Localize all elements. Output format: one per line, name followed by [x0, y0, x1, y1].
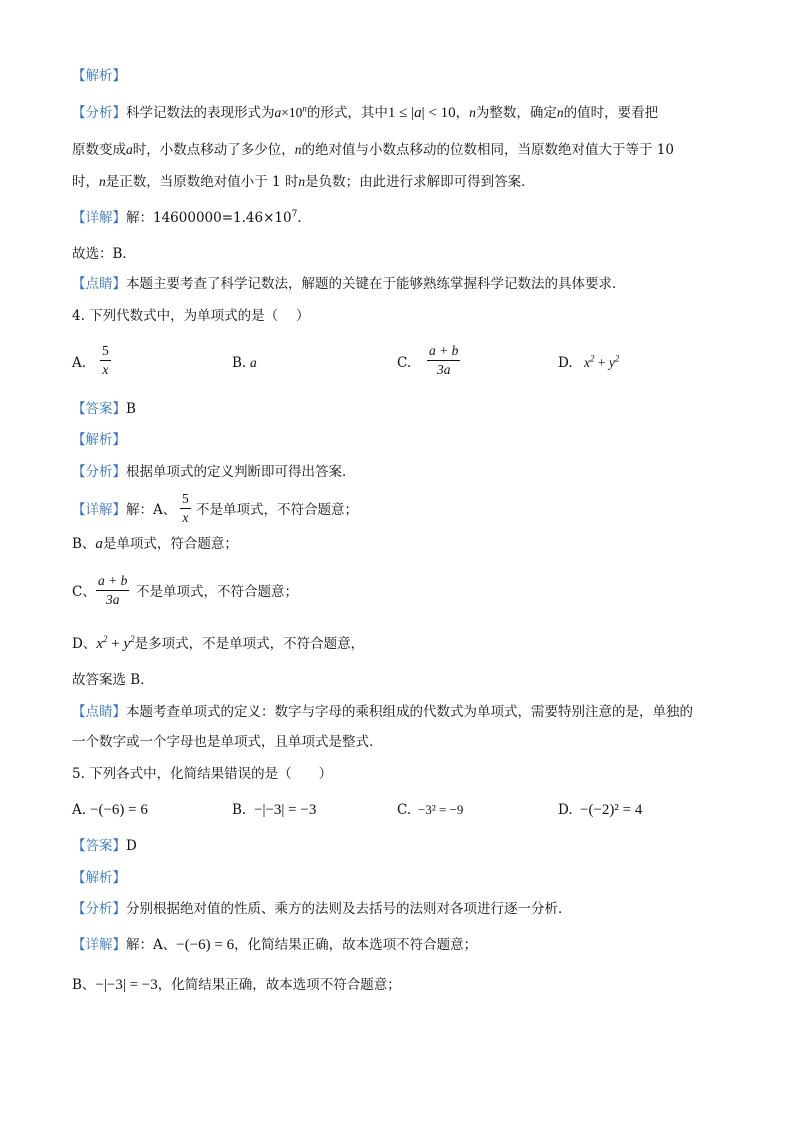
q5-answer: 【答案】D: [72, 838, 137, 854]
q4-option-b-label: B.: [232, 355, 247, 371]
q4-dianjing-1: 【点睛】本题考查单项式的定义：数字与字母的乘积组成的代数式为单项式，需要特别注意的是，单独的: [72, 704, 693, 720]
q5-option-a-expr: −(−6) = 6: [90, 802, 148, 818]
fenxi-tag: 【分析】: [72, 105, 126, 121]
q4-stem: 4. 下列代数式中，为单项式的是（ ）: [72, 308, 310, 324]
q5-stem: 5. 下列各式中，化简结果错误的是（ ）: [72, 766, 333, 782]
q5-analysis-tag: 【解析】: [72, 870, 126, 886]
q3-dianjing: 【点睛】本题主要考查了科学记数法，解题的关键在于能够熟练掌握科学记数法的具体要求．: [72, 276, 626, 292]
q5-option-d-expr: −(−2)² = 4: [580, 802, 643, 818]
q4-fenxi: 【分析】根据单项式的定义判断即可得出答案．: [72, 464, 356, 480]
analysis-tag: 【解析】: [72, 68, 126, 84]
q4-xiangjie-frac: $\frac{5}{x}$: [182, 491, 189, 525]
q4-option-d-label: D.: [558, 355, 573, 371]
q3-fenxi-line1: 【分析】科学记数法的表现形式为$a\times 10^n$的形式，其中1 ≤ |a| < 10，n为整数，确定n的值时，要看把: [72, 103, 659, 121]
q4-option-c-frac: $\frac{a + b}{3a}$: [429, 343, 459, 377]
q3-fenxi-line3: 时，n是正数，当原数绝对值小于 1 时n是负数；由此进行求解即可得到答案．: [72, 174, 535, 190]
q4-line-c-frac: $\frac{a + b}{3a}$: [98, 573, 128, 607]
answer-tag: 【答案】: [72, 401, 126, 417]
q4-option-c-label: C.: [397, 355, 412, 371]
q4-select: 故答案选 B．: [72, 672, 154, 688]
q5-fenxi: 【分析】分别根据绝对值的性质、乘方的法则及去括号的法则对各项进行逐一分析．: [72, 901, 572, 917]
q5-option-c-expr: −3² = −9: [418, 802, 464, 817]
dianjing-tag: 【点睛】: [72, 276, 126, 292]
q5-xiangjie: 【详解】解：A、−(−6) = 6，化简结果正确，故本选项不符合题意；: [72, 937, 478, 953]
q5-line-b: B、−|−3| = −3，化简结果正确，故本选项不符合题意；: [72, 977, 401, 993]
q4-option-a-label: A.: [72, 355, 87, 371]
q4-dianjing-2: 一个数字或一个字母也是单项式，且单项式是整式．: [72, 734, 383, 750]
q4-line-d: D、$x^2 + y^2$是多项式，不是单项式，不符合题意，: [72, 634, 365, 652]
abs-range: 1 ≤ |a| < 10: [387, 105, 456, 121]
q3-fenxi-line2: 原数变成a时，小数点移动了多少位，n的绝对值与小数点移动的位数相同，当原数绝对值大于等于 10: [72, 142, 674, 158]
q4-option-a-frac: $\frac{5}{x}$: [102, 343, 109, 377]
q3-fenxi-text-1: 科学记数法的表现形式为: [126, 105, 275, 121]
q5-option-b-expr: −|−3| = −3: [254, 802, 317, 818]
q4-option-b-value: a: [250, 355, 257, 370]
q3-select: 故选：B．: [72, 246, 136, 262]
q4-answer: 【答案】B: [72, 401, 136, 417]
sci-notation-form: a: [274, 105, 282, 120]
q3-xiangjie: 【详解】解：$14600000=1.46\times 10^7$．: [72, 209, 311, 226]
q4-line-b: B、a是单项式，符合题意；: [72, 536, 238, 552]
q4-analysis-tag: 【解析】: [72, 432, 126, 448]
q4-option-d-expr: $x^2 + y^2$: [584, 353, 620, 370]
xiangjie-tag: 【详解】: [72, 210, 126, 226]
